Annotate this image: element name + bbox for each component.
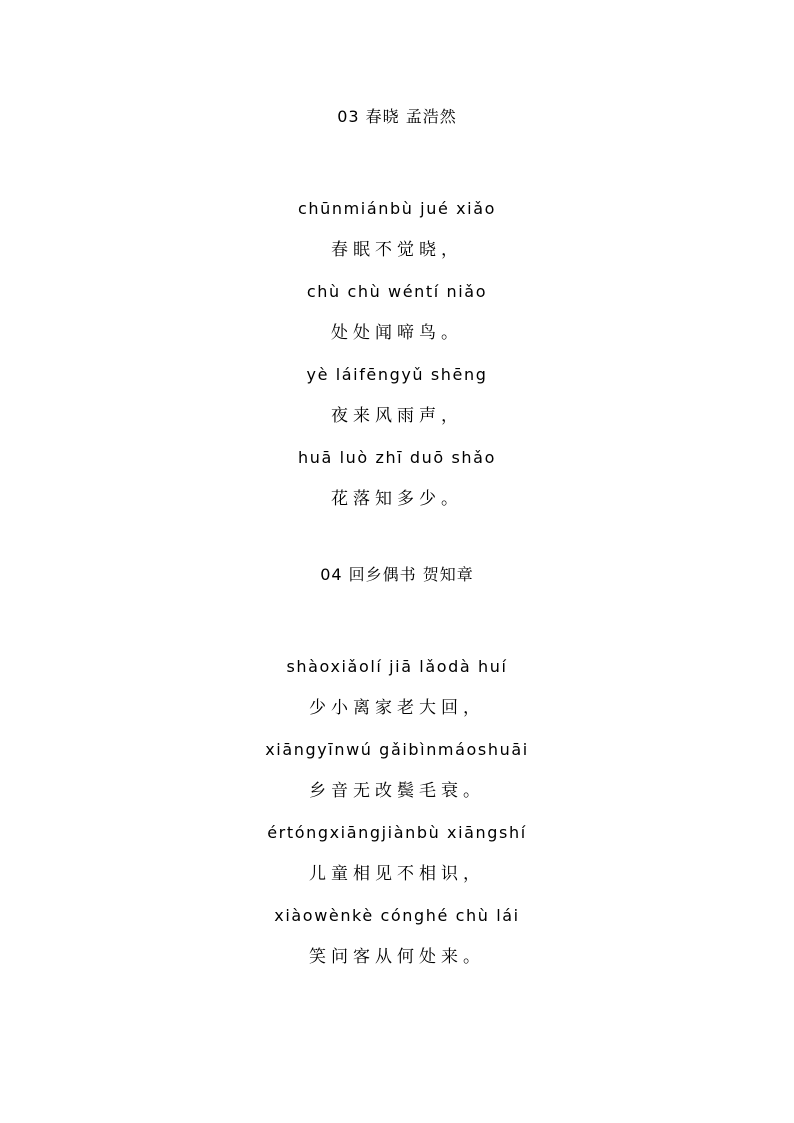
hanzi-line: 乡音无改鬓毛衰。 <box>309 780 485 801</box>
hanzi-line: 少小离家老大回， <box>309 697 485 718</box>
hanzi-line: 笑问客从何处来。 <box>309 946 485 967</box>
poem-title: 04 回乡偶书 贺知章 <box>320 565 474 584</box>
hanzi-line: 春眠不觉晓， <box>331 239 463 260</box>
pinyin-line: xiàowènkè cónghé chù lái <box>274 906 520 925</box>
poem-huixiang-oushu <box>0 563 794 978</box>
pinyin-line: yè láifēngyǔ shēng <box>306 365 488 384</box>
hanzi-line: 儿童相见不相识， <box>309 863 485 884</box>
pinyin-line: chūnmiánbù jué xiǎo <box>297 199 496 218</box>
poem-title: 03 春晓 孟浩然 <box>337 107 457 126</box>
pinyin-line: huā luò zhī duō shǎo <box>298 448 496 467</box>
pinyin-line: értóngxiāngjiànbù xiāngshí <box>267 823 527 842</box>
hanzi-line: 夜来风雨声， <box>331 405 463 426</box>
pinyin-line: xiāngyīnwú gǎibìnmáoshuāi <box>265 740 529 759</box>
hanzi-line: 处处闻啼鸟。 <box>331 322 463 343</box>
pinyin-line: chù chù wéntí niǎo <box>306 282 488 301</box>
poem-lines <box>0 646 794 978</box>
pinyin-line: shàoxiǎolí jiā lǎodà huí <box>286 657 508 676</box>
poem-chunxiao <box>0 105 794 520</box>
poem-lines <box>0 188 794 520</box>
hanzi-line: 花落知多少。 <box>331 488 463 509</box>
